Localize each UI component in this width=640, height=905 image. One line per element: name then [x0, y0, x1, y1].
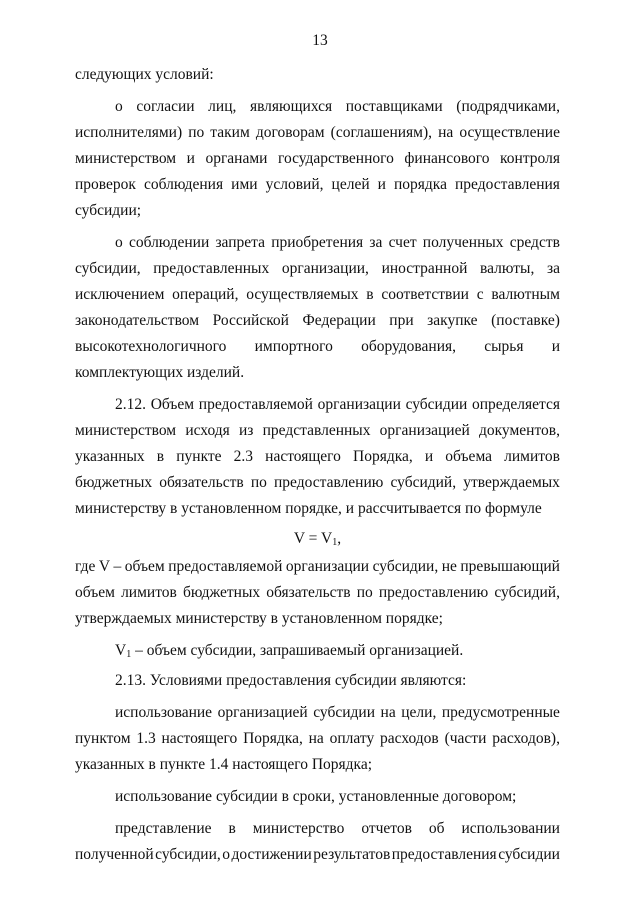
word: на [438, 124, 454, 141]
word: соответствии [381, 286, 469, 303]
word: субсидии, [372, 558, 439, 575]
subscript: 1 [126, 649, 132, 660]
word: закупке [427, 312, 478, 329]
word: об [428, 820, 445, 837]
word: за [546, 260, 560, 277]
word: организацией [217, 704, 308, 721]
word: по [356, 584, 373, 601]
word: определяется [472, 396, 560, 413]
word: валютным [491, 286, 560, 303]
word: обязательств [159, 474, 244, 491]
word: лиц, [208, 98, 237, 115]
word: договорам [255, 124, 325, 141]
word: Порядка, [243, 730, 303, 747]
text-line [75, 638, 560, 664]
word: превышающий [460, 558, 560, 575]
word: лимитов [504, 448, 560, 465]
word: субсидии, [155, 846, 221, 863]
subscript: 1 [332, 537, 338, 548]
word: соблюдении [128, 234, 210, 251]
word: законодательством [75, 312, 200, 329]
word: субсидий, [390, 474, 457, 491]
word: министерство [252, 820, 345, 837]
word: расходов [380, 730, 439, 747]
word: бюджетных [75, 474, 153, 491]
word: контроля [500, 150, 560, 167]
word: Российской [212, 312, 289, 329]
text-line [75, 392, 560, 418]
word: за [369, 234, 383, 251]
word: результатов [313, 846, 391, 863]
word: о [115, 234, 123, 251]
word: исполнителями) [75, 124, 183, 141]
text-line [75, 816, 560, 842]
word: документов, [478, 422, 560, 439]
word: предоставляемой [168, 558, 283, 575]
word: субсидий, [494, 584, 560, 601]
word: субсидии [498, 846, 560, 863]
word: соблюдения [143, 176, 224, 193]
word: операций, [172, 286, 239, 303]
word: о [115, 98, 123, 115]
text-line [75, 842, 560, 868]
word: предусмотренные [441, 704, 560, 721]
word: министерством [75, 422, 177, 439]
text-line [75, 418, 560, 444]
word: органами [205, 150, 268, 167]
formula-tail: – объем субсидии, запрашиваемый организацией. [131, 642, 464, 659]
text-line [75, 172, 560, 198]
word: 2.3 [233, 448, 254, 465]
word: субсидии [405, 396, 468, 413]
word: и [377, 176, 386, 193]
word: осуществляемых [246, 286, 359, 303]
word: пунктом [75, 730, 131, 747]
word: на [380, 704, 396, 721]
word: иностранной [381, 260, 468, 277]
word: предоставлению [273, 474, 384, 491]
word: являющихся [249, 98, 333, 115]
text-line [75, 256, 560, 282]
word: средств [509, 234, 560, 251]
word: ими [231, 176, 258, 193]
page-number: 13 [312, 32, 328, 49]
word: пункте [176, 448, 222, 465]
formula-text: V [115, 642, 127, 659]
word: министерством [75, 150, 177, 167]
word: представление [115, 820, 212, 837]
text-line [75, 526, 560, 552]
word: предоставленных [153, 260, 270, 277]
text-line: утверждаемых министерству в установленном порядке; [75, 610, 443, 627]
text-line [75, 94, 560, 120]
word: утверждаемых [463, 474, 560, 491]
word: исходя [185, 422, 230, 439]
word: V [98, 558, 111, 575]
text-line [75, 282, 560, 308]
word: условий, [265, 176, 324, 193]
word: 1.3 [136, 730, 156, 747]
word: – [113, 558, 122, 575]
word: исключением [75, 286, 165, 303]
text-line [75, 700, 560, 726]
word: отчетов [361, 820, 412, 837]
word: объем [75, 584, 115, 601]
word: приобретения [271, 234, 364, 251]
word: организации, [281, 260, 369, 277]
text-line [75, 120, 560, 146]
formula-text: V = V [293, 530, 333, 547]
word: Федерации [302, 312, 376, 329]
word: порядка [393, 176, 447, 193]
word: в [228, 820, 236, 837]
word: настоящего [265, 448, 341, 465]
word: и [424, 448, 434, 465]
word: объема [445, 448, 493, 465]
word: организацией [379, 422, 470, 439]
word: бюджетных [182, 584, 261, 601]
text-line: следующих условий: [75, 66, 214, 83]
word: полученных [422, 234, 504, 251]
word: 2.12. [115, 396, 146, 413]
word: использовании [461, 820, 560, 837]
word: указанных [75, 448, 145, 465]
word: (подрядчиками, [456, 98, 560, 115]
word: о [222, 846, 231, 863]
text-line: указанных в пункте 1.4 настоящего Порядка; [75, 756, 373, 773]
word: организации [317, 396, 401, 413]
word: с [476, 286, 484, 303]
word: счет [388, 234, 417, 251]
word: обязательств [266, 584, 351, 601]
text-line [75, 580, 560, 606]
word: финансового [404, 150, 490, 167]
word: Порядка, [353, 448, 413, 465]
word: по [250, 474, 267, 491]
word: при [389, 312, 414, 329]
text-line [75, 444, 560, 470]
word: использование [115, 704, 213, 721]
word: не [441, 558, 457, 575]
word: высокотехнологичного [75, 338, 227, 355]
word: проверок [75, 176, 136, 193]
word: (поставке) [491, 312, 560, 329]
text-line: министерству в установленном порядке, и рассчитывается по формуле [75, 500, 542, 517]
text-line [75, 308, 560, 334]
word: представленных [262, 422, 371, 439]
word: субсидии, [75, 260, 141, 277]
word: по [188, 124, 205, 141]
text-line [75, 230, 560, 256]
word: достижении [231, 846, 312, 863]
word: (части [444, 730, 487, 747]
word: оборудования, [361, 338, 456, 355]
word: настоящего [161, 730, 238, 747]
word: объем [124, 558, 165, 575]
word: где [75, 558, 96, 575]
word: и [186, 150, 195, 167]
word: предоставления [391, 846, 497, 863]
word: организации [285, 558, 370, 575]
word: (соглашениям), [330, 124, 433, 141]
word: согласии [136, 98, 195, 115]
word: из [239, 422, 254, 439]
word: Объем [150, 396, 195, 413]
word: импортного [254, 338, 333, 355]
word: на [308, 730, 324, 747]
word: в [156, 448, 165, 465]
word: государственного [277, 150, 394, 167]
text-line: 2.13. Условиями предоставления субсидии являются: [115, 672, 467, 689]
word: осуществление [459, 124, 560, 141]
formula-tail: , [337, 530, 342, 547]
word: поставщиками [345, 98, 443, 115]
word: лимитов [121, 584, 177, 601]
word: цели, [401, 704, 437, 721]
word: предоставлению [378, 584, 489, 601]
text-line [75, 470, 560, 496]
text-line [75, 334, 560, 360]
text-line: комплектующих изделий. [75, 364, 245, 381]
text-line: субсидии; [75, 202, 142, 219]
text-line [75, 726, 560, 752]
text-line: использование субсидии в сроки, установленные договором; [115, 788, 517, 805]
word: субсидии [313, 704, 375, 721]
word: запрета [215, 234, 266, 251]
text-line [75, 554, 560, 580]
word: и [551, 338, 560, 355]
word: таким [210, 124, 250, 141]
word: валюты, [480, 260, 535, 277]
word: в [366, 286, 374, 303]
word: расходов), [492, 730, 560, 747]
word: предоставления [455, 176, 560, 193]
word: целей [331, 176, 370, 193]
word: оплату [329, 730, 375, 747]
word: полученной [75, 846, 154, 863]
word: предоставляемой [198, 396, 313, 413]
document-body [75, 62, 560, 868]
word: сырья [484, 338, 524, 355]
text-line [75, 146, 560, 172]
